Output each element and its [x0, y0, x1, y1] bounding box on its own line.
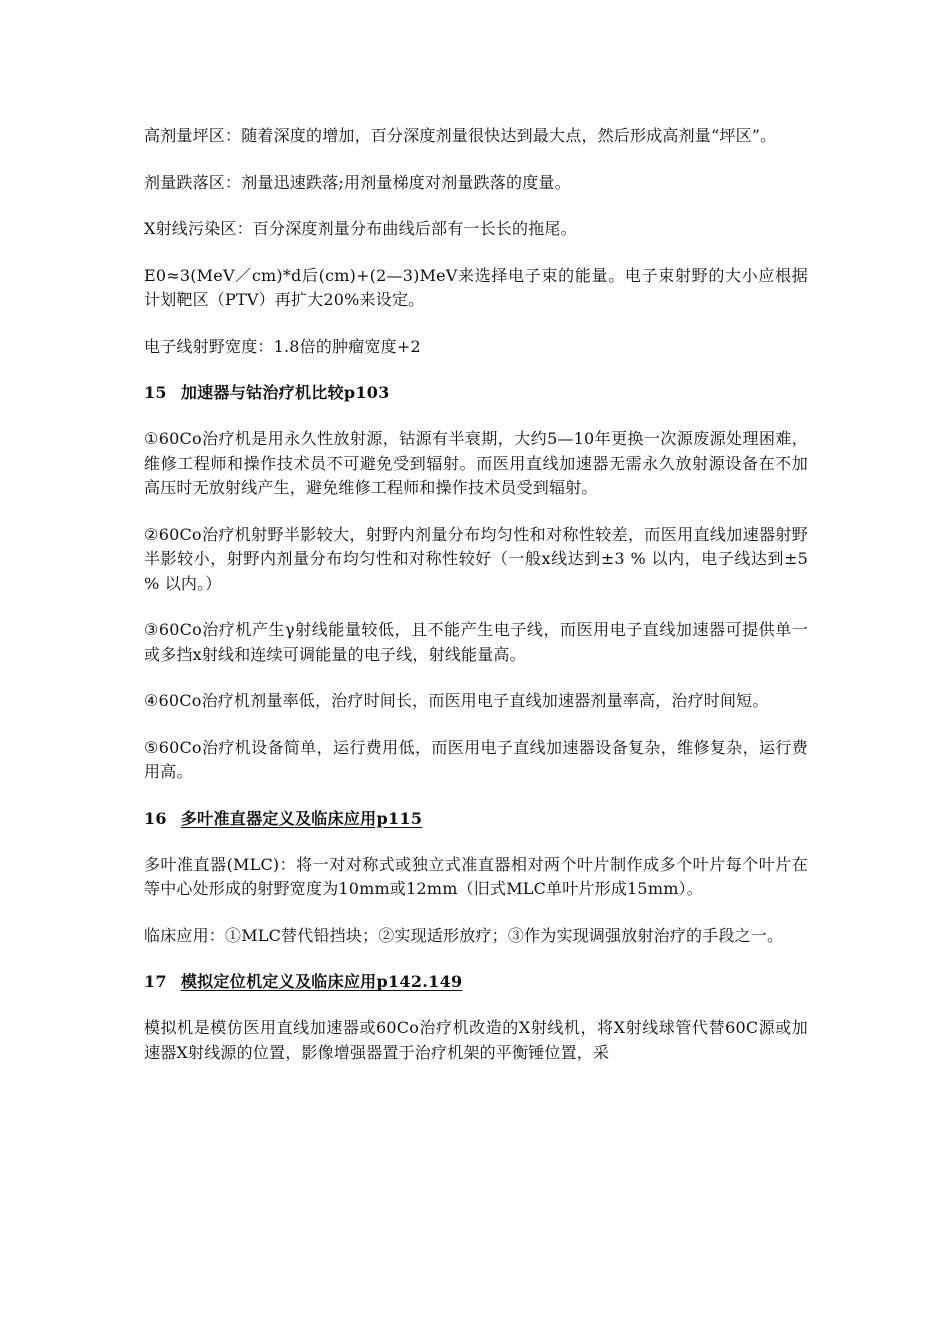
section-number: 15: [144, 383, 167, 402]
paragraph-dose-falloff: 剂量跌落区：剂量迅速跌落;用剂量梯度对剂量跌落的度量。: [144, 172, 571, 192]
section-heading-16: [144, 807, 808, 831]
paragraph-comparison-1: ①60Co治疗机是用永久性放射源，钴源有半衰期，大约5—10年更换一次源废源处理困难，维修工程师和操作技术员不可避免受到辐射。而医用直线加速器无需永久放射源设备在不加高压时无放射线产生，避免维修工程师和操作技术员受到辐射。: [144, 429, 808, 497]
paragraph-comparison-5: ⑤60Co治疗机设备简单，运行费用低，而医用电子直线加速器设备复杂，维修复杂，运行费用高。: [144, 737, 808, 781]
paragraph-comparison-3: ③60Co治疗机产生γ射线能量较低，且不能产生电子线，而医用电子直线加速器可提供单一或多挡x射线和连续可调能量的电子线，射线能量高。: [144, 620, 808, 664]
document-page: [144, 124, 808, 1087]
section-heading-15: [144, 381, 808, 405]
section-heading-17: [144, 970, 808, 994]
section-title: 模拟定位机定义及临床应用p142.149: [180, 972, 463, 991]
paragraph-simulator-definition: 模拟机是模仿医用直线加速器或60Co治疗机改造的X射线机，将X射线球管代替60C源或加速器X射线源的位置，影像增强器置于治疗机架的平衡锤位置，采: [144, 1018, 808, 1062]
paragraph-mlc-definition: 多叶准直器(MLC)：将一对对称式或独立式准直器相对两个叶片制作成多个叶片每个叶片在等中心处形成的射野宽度为10mm或12mm（旧式MLC单叶片形成15mm）。: [144, 854, 808, 898]
section-number: 17: [144, 972, 167, 991]
section-title: 加速器与钴治疗机比较p103: [180, 383, 390, 402]
paragraph-comparison-4: ④60Co治疗机剂量率低，治疗时间长，而医用电子直线加速器剂量率高，治疗时间短。: [144, 691, 769, 710]
paragraph-electron-field-width: 电子线射野宽度：1.8倍的肿瘤宽度+2: [144, 336, 421, 356]
paragraph-comparison-2: ②60Co治疗机射野半影较大，射野内剂量分布均匀性和对称性较差，而医用直线加速器射野半影较小，射野内剂量分布均匀性和对称性较好（一般x线达到±3 % 以内，电子线达到±5 % 以内。）: [144, 524, 808, 593]
section-title: 多叶准直器定义及临床应用p115: [180, 808, 423, 828]
paragraph-xray-contamination: X射线污染区：百分深度剂量分布曲线后部有一长长的拖尾。: [144, 219, 577, 238]
paragraph-mlc-clinical-use: 临床应用：①MLC替代铅挡块；②实现适形放疗；③作为实现调强放射治疗的手段之一。: [144, 925, 784, 945]
section-number: 16: [144, 808, 167, 828]
paragraph-high-dose-plateau: 高剂量坪区：随着深度的增加，百分深度剂量很快达到最大点，然后形成高剂量“坪区”。: [144, 126, 777, 145]
paragraph-electron-energy-formula: E0≈3(MeV／cm)*d后(cm)+(2—3)MeV来选择电子束的能量。电子束射野的大小应根据计划靶区（PTV）再扩大20%来设定。: [144, 265, 808, 309]
